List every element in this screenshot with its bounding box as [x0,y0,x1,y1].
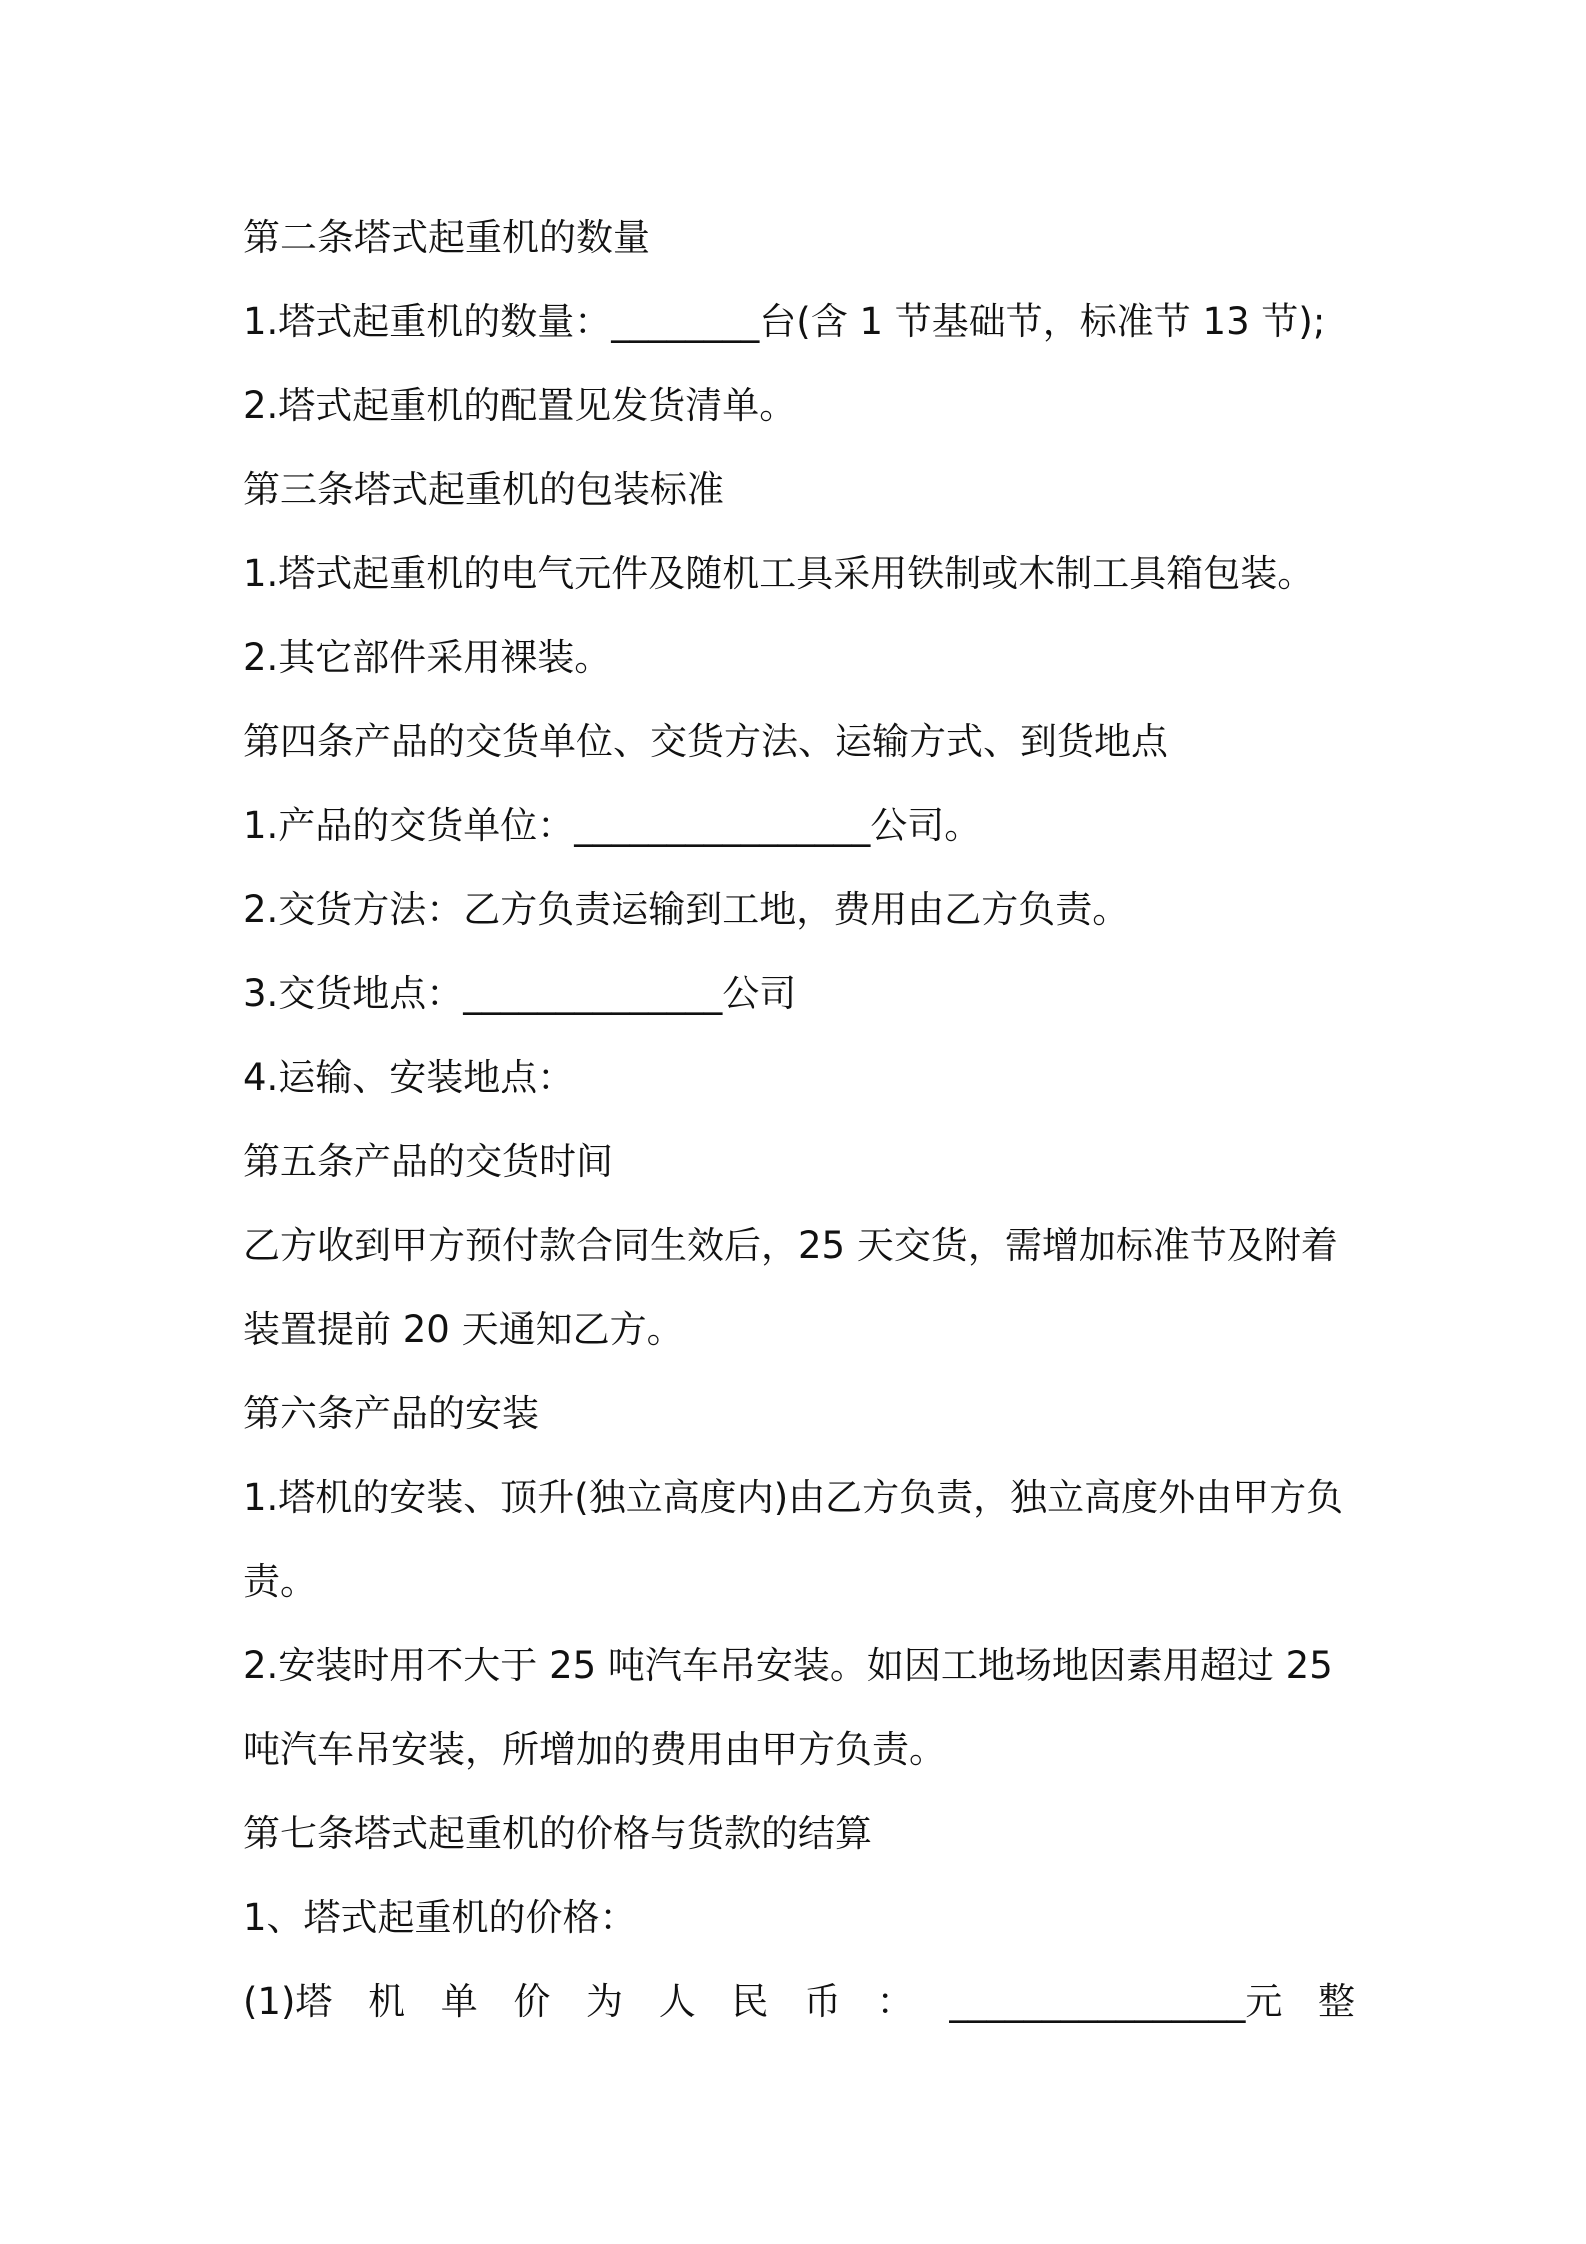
transport-install-location-line: 4.运输、安装地点： [243,1056,575,1099]
unit-price-part: 币 [804,1980,842,2023]
article-3-heading: 第三条塔式起重机的包装标准 [243,468,724,511]
crane-quantity-line: 1.塔式起重机的数量：________台(含 1 节基础节，标准节 13 节); [243,300,1326,343]
unit-price-blank: ________________元 [949,1980,1283,2023]
unit-price-part: (1)塔 [243,1980,333,2023]
article-4-heading: 第四条产品的交货单位、交货方法、运输方式、到货地点 [243,720,1168,763]
unit-price-line [243,1960,1355,2044]
installation-line-2a: 2.安装时用不大于 25 吨汽车吊安装。如因工地场地因素用超过 25 [243,1644,1333,1687]
article-5-heading: 第五条产品的交货时间 [243,1140,613,1183]
installation-line-1b: 责。 [243,1560,317,1603]
price-subheading: 1、塔式起重机的价格： [243,1896,637,1939]
unit-price-part: 整 [1317,1980,1355,2023]
document-page [243,196,1355,2044]
installation-line-1a: 1.塔机的安装、顶升(独立高度内)由乙方负责，独立高度外由甲方负 [243,1476,1344,1519]
delivery-method-line: 2.交货方法：乙方负责运输到工地，费用由乙方负责。 [243,888,1130,931]
unit-price-part: 机 [368,1980,406,2023]
article-2-heading: 第二条塔式起重机的数量 [243,216,650,259]
delivery-time-line-1: 乙方收到甲方预付款合同生效后，25 天交货，需增加标准节及附着 [243,1224,1338,1267]
unit-price-part: 为 [586,1980,624,2023]
unit-price-part: 价 [513,1980,551,2023]
unit-price-part: 单 [440,1980,478,2023]
packaging-line-1: 1.塔式起重机的电气元件及随机工具采用铁制或木制工具箱包装。 [243,552,1315,595]
article-7-heading: 第七条塔式起重机的价格与货款的结算 [243,1812,872,1855]
packaging-line-2: 2.其它部件采用裸装。 [243,636,612,679]
article-6-heading: 第六条产品的安装 [243,1392,539,1435]
delivery-unit-line: 1.产品的交货单位：________________公司。 [243,804,982,847]
unit-price-part: 民 [731,1980,769,2023]
installation-line-2b: 吨汽车吊安装，所增加的费用由甲方负责。 [243,1728,946,1771]
unit-price-part: ： [876,1980,914,2023]
crane-configuration-line: 2.塔式起重机的配置见发货清单。 [243,384,797,427]
delivery-time-line-2: 装置提前 20 天通知乙方。 [243,1308,684,1351]
unit-price-part: 人 [658,1980,696,2023]
delivery-location-line: 3.交货地点：______________公司 [243,972,797,1015]
